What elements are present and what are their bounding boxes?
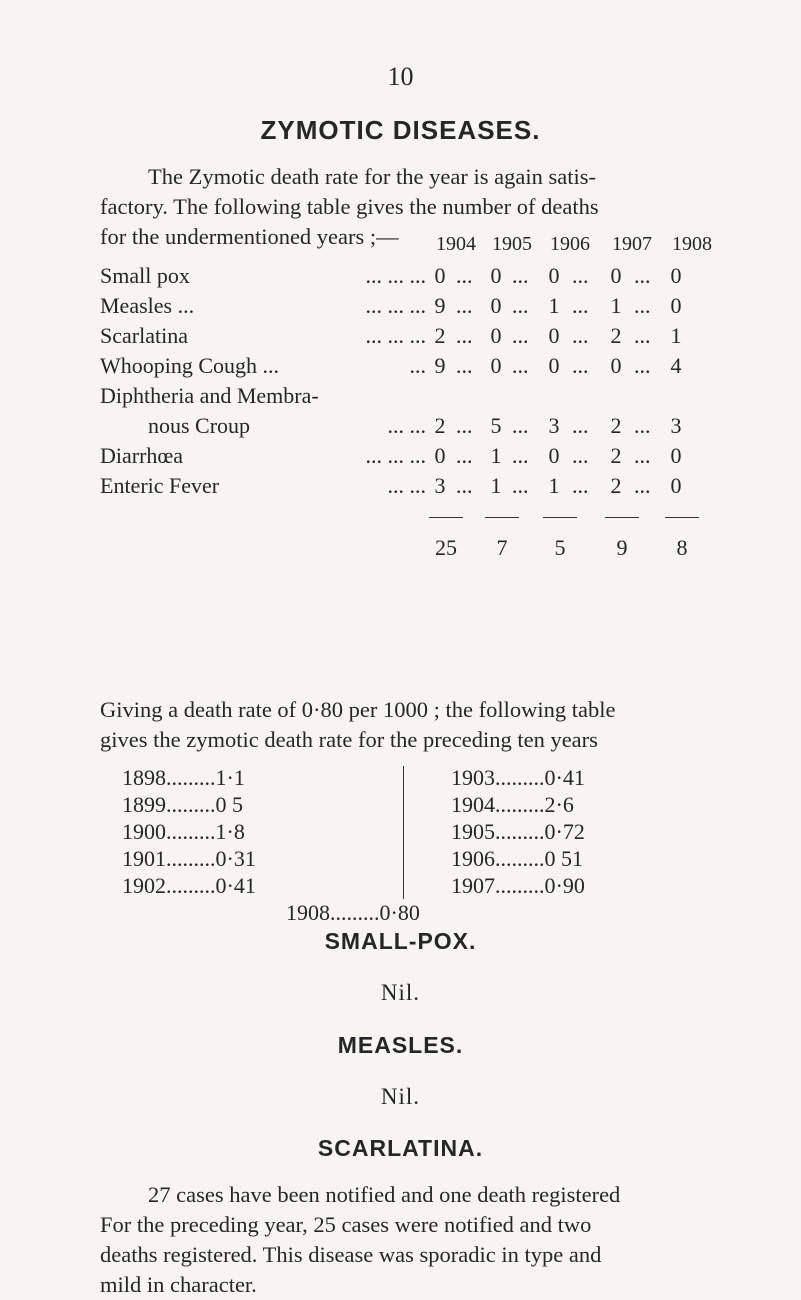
- rate-entry: [451, 873, 585, 899]
- column-separator: ...: [572, 353, 589, 378]
- rate-year: 1899: [122, 792, 166, 817]
- rate-year: 1902: [122, 873, 166, 898]
- column-separator: ...: [572, 323, 589, 348]
- column-separator: ...: [512, 353, 529, 378]
- rate-value: 0·80: [379, 900, 420, 925]
- year-col-1907: 1907: [612, 233, 652, 255]
- death-count-1905: 1: [490, 473, 502, 498]
- leader-dots: ... ... ...: [365, 263, 426, 288]
- column-separator: ...: [512, 443, 529, 468]
- disease-name: Scarlatina: [100, 323, 188, 348]
- scarlatina-line-3: deaths registered. This disease was sporadic in type and: [100, 1242, 602, 1267]
- death-count-1904: 0: [434, 263, 446, 288]
- rate-entry: [122, 792, 243, 818]
- table-row: [100, 293, 720, 323]
- disease-name: Whooping Cough ...: [100, 353, 280, 378]
- death-count-1904: 2: [434, 413, 446, 438]
- scarlatina-line-4: mild in character.: [100, 1272, 257, 1297]
- death-count-1908: 0: [670, 293, 682, 318]
- death-count-1908: 0: [670, 443, 682, 468]
- rate-leader: .........: [330, 900, 380, 925]
- rate-leader: .........: [166, 765, 216, 790]
- column-separator: ...: [634, 413, 651, 438]
- rate-year: 1903: [451, 765, 495, 790]
- rate-entry: [122, 873, 256, 899]
- death-count-1907: 2: [610, 323, 622, 348]
- column-separator: ...: [572, 443, 589, 468]
- leader-dots: ...: [409, 353, 426, 378]
- column-separator: ...: [456, 473, 473, 498]
- table-row: [100, 413, 720, 443]
- rate-entry-final: [286, 900, 420, 926]
- page-title: ZYMOTIC DISEASES.: [260, 115, 541, 145]
- rate-leader: .........: [495, 873, 545, 898]
- total-1908: 8: [676, 535, 688, 560]
- rate-value: 0·72: [544, 819, 585, 844]
- intro-line-2: factory. The following table gives the number of deaths: [100, 194, 599, 219]
- column-separator: ...: [634, 263, 651, 288]
- year-header: [100, 233, 720, 259]
- rate-year: 1901: [122, 846, 166, 871]
- table-row: [100, 263, 720, 293]
- death-count-1906: 1: [548, 293, 560, 318]
- rate-leader: .........: [166, 792, 216, 817]
- column-separator: ...: [572, 473, 589, 498]
- table-row: [100, 443, 720, 473]
- rate-year: 1907: [451, 873, 495, 898]
- rate-entry: [451, 846, 583, 872]
- rate-value: 0·41: [215, 873, 256, 898]
- column-separator: ...: [456, 413, 473, 438]
- rate-entry: [451, 792, 574, 818]
- rate-paragraph: [100, 695, 712, 755]
- disease-name: Diphtheria and Membra-: [100, 383, 319, 408]
- total-rule-line: [543, 517, 577, 518]
- column-separator: ...: [634, 323, 651, 348]
- leader-dots: ... ...: [387, 413, 426, 438]
- column-separator: ...: [572, 413, 589, 438]
- death-count-1905: 0: [490, 323, 502, 348]
- table-row: [100, 473, 720, 503]
- rate-leader: .........: [495, 765, 545, 790]
- death-count-1904: 9: [434, 293, 446, 318]
- rate-year: 1908: [286, 900, 330, 925]
- column-separator: ...: [634, 443, 651, 468]
- rate-entry: [122, 846, 256, 872]
- column-separator: ...: [512, 413, 529, 438]
- rate-line-1: Giving a death rate of 0·80 per 1000 ; the following table: [100, 697, 616, 722]
- rate-year: 1898: [122, 765, 166, 790]
- death-count-1905: 0: [490, 293, 502, 318]
- scarlatina-paragraph: [100, 1180, 712, 1300]
- death-count-1905: 0: [490, 353, 502, 378]
- rate-value: 0·90: [544, 873, 585, 898]
- death-count-1908: 0: [670, 263, 682, 288]
- death-count-1906: 3: [548, 413, 560, 438]
- disease-name: nous Croup: [148, 413, 251, 438]
- death-count-1906: 0: [548, 263, 560, 288]
- column-separator: ...: [456, 293, 473, 318]
- column-separator: ...: [572, 263, 589, 288]
- table-row: [100, 323, 720, 353]
- death-count-1904: 0: [434, 443, 446, 468]
- column-separator: ...: [512, 293, 529, 318]
- intro-line-3: for the undermentioned years ;—: [100, 224, 399, 249]
- year-col-1908: 1908: [672, 233, 712, 255]
- rate-value: 2·6: [544, 792, 574, 817]
- rate-value: 0·31: [215, 846, 256, 871]
- measles-heading: MEASLES.: [337, 1032, 464, 1058]
- total-1907: 9: [616, 535, 628, 560]
- death-count-1908: 3: [670, 413, 682, 438]
- disease-name: Diarrhœa: [100, 443, 184, 468]
- death-count-1906: 0: [548, 443, 560, 468]
- death-count-1904: 2: [434, 323, 446, 348]
- rate-value: 1·1: [215, 765, 245, 790]
- death-count-1905: 1: [490, 443, 502, 468]
- rate-line-2: gives the zymotic death rate for the preceding ten years: [100, 727, 598, 752]
- disease-name: Small pox: [100, 263, 190, 288]
- total-1905: 7: [496, 535, 508, 560]
- column-separator: ...: [456, 443, 473, 468]
- column-separator: ...: [512, 323, 529, 348]
- rate-year: 1906: [451, 846, 495, 871]
- column-separator: ...: [572, 293, 589, 318]
- death-count-1907: 0: [610, 263, 622, 288]
- rate-entry: [451, 819, 585, 845]
- rate-value: 0·41: [544, 765, 585, 790]
- leader-dots: ... ...: [387, 473, 426, 498]
- death-count-1907: 1: [610, 293, 622, 318]
- smallpox-heading: SMALL-POX.: [324, 928, 477, 954]
- column-separator: ...: [634, 473, 651, 498]
- table-row: [100, 383, 720, 413]
- column-separator: ...: [456, 353, 473, 378]
- death-count-1905: 5: [490, 413, 502, 438]
- rate-value: 0 51: [544, 846, 583, 871]
- rates-divider: [403, 766, 404, 899]
- death-count-1904: 3: [434, 473, 446, 498]
- rate-entry: [122, 819, 245, 845]
- death-count-1907: 2: [610, 443, 622, 468]
- death-count-1907: 2: [610, 413, 622, 438]
- scarlatina-heading: SCARLATINA.: [317, 1135, 484, 1161]
- leader-dots: ... ... ...: [365, 323, 426, 348]
- rate-entry: [122, 765, 245, 791]
- scarlatina-line-1: 27 cases have been notified and one death registered: [148, 1182, 621, 1207]
- smallpox-text: Nil.: [380, 980, 421, 1005]
- intro-line-1: The Zymotic death rate for the year is again satis-: [148, 164, 596, 189]
- death-count-1906: 1: [548, 473, 560, 498]
- death-count-1906: 0: [548, 353, 560, 378]
- page-number: 10: [387, 62, 414, 91]
- rate-leader: .........: [166, 819, 216, 844]
- rate-leader: .........: [166, 846, 216, 871]
- total-rule-line: [429, 517, 463, 518]
- rate-leader: .........: [495, 846, 545, 871]
- rate-leader: .........: [166, 873, 216, 898]
- rate-value: 0 5: [215, 792, 243, 817]
- year-col-1906: 1906: [550, 233, 590, 255]
- totals-row: [100, 535, 720, 565]
- rate-leader: .........: [495, 819, 545, 844]
- death-count-1908: 1: [670, 323, 682, 348]
- total-rule-line: [605, 517, 639, 518]
- rate-entry: [451, 765, 585, 791]
- death-count-1906: 0: [548, 323, 560, 348]
- column-separator: ...: [634, 293, 651, 318]
- death-count-1908: 4: [670, 353, 682, 378]
- total-1904: 25: [435, 535, 457, 560]
- year-col-1904: 1904: [436, 233, 476, 255]
- year-col-1905: 1905: [492, 233, 532, 255]
- scarlatina-line-2: For the preceding year, 25 cases were notified and two: [100, 1212, 592, 1237]
- rate-value: 1·8: [215, 819, 245, 844]
- death-count-1907: 0: [610, 353, 622, 378]
- rate-year: 1905: [451, 819, 495, 844]
- column-separator: ...: [512, 263, 529, 288]
- measles-text: Nil.: [380, 1084, 421, 1109]
- rate-year: 1904: [451, 792, 495, 817]
- total-rule-line: [485, 517, 519, 518]
- rate-year: 1900: [122, 819, 166, 844]
- table-row: [100, 353, 720, 383]
- column-separator: ...: [634, 353, 651, 378]
- death-count-1908: 0: [670, 473, 682, 498]
- death-count-1907: 2: [610, 473, 622, 498]
- column-separator: ...: [512, 473, 529, 498]
- leader-dots: ... ... ...: [365, 293, 426, 318]
- total-1906: 5: [554, 535, 566, 560]
- death-count-1905: 0: [490, 263, 502, 288]
- disease-name: Measles ...: [100, 293, 195, 318]
- leader-dots: ... ... ...: [365, 443, 426, 468]
- rate-leader: .........: [495, 792, 545, 817]
- total-rule-line: [665, 517, 699, 518]
- column-separator: ...: [456, 263, 473, 288]
- disease-name: Enteric Fever: [100, 473, 220, 498]
- column-separator: ...: [456, 323, 473, 348]
- death-count-1904: 9: [434, 353, 446, 378]
